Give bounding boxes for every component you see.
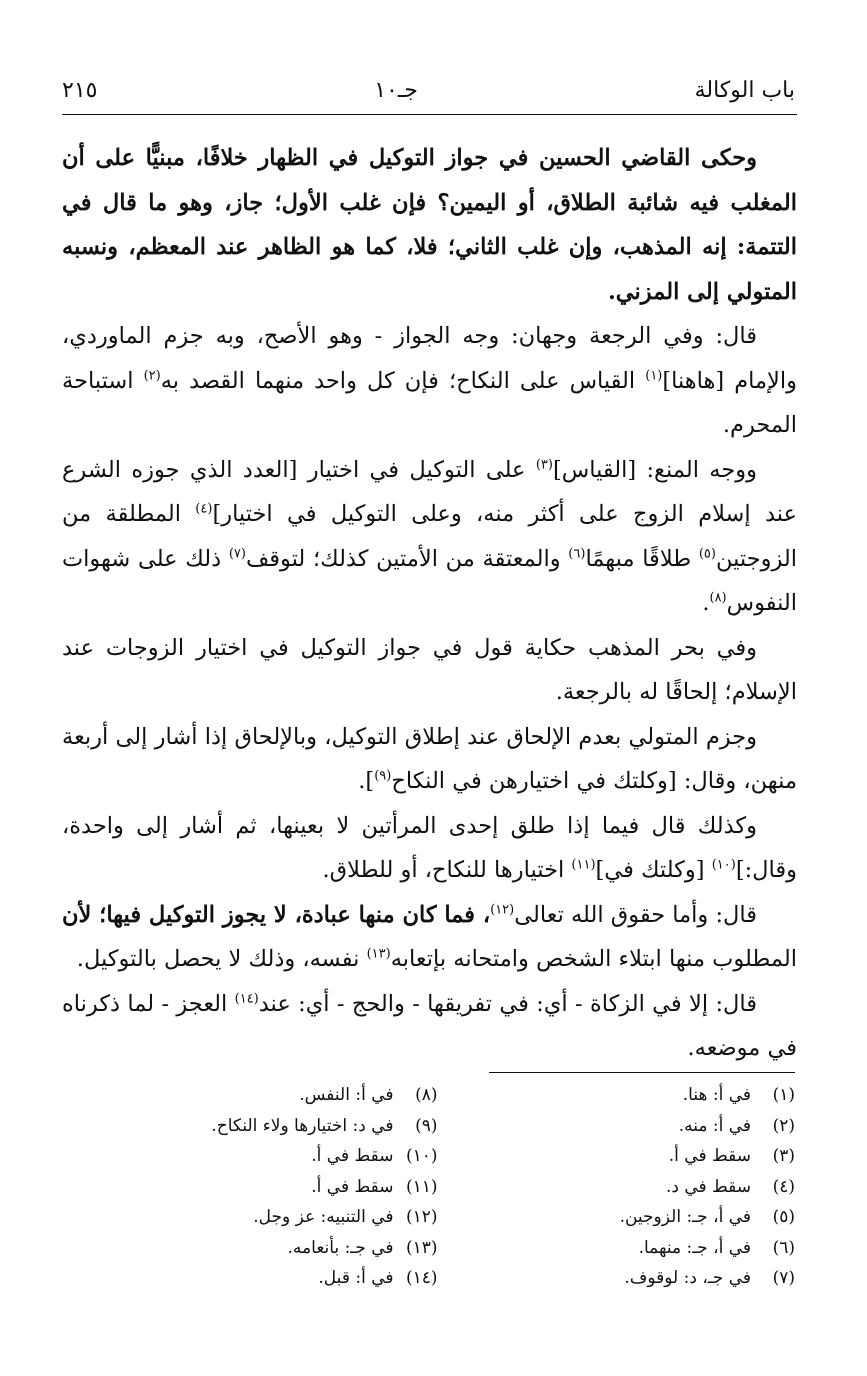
footnote-number: (١) xyxy=(772,1085,795,1105)
paragraph xyxy=(62,982,797,1071)
footnote-item xyxy=(438,1202,796,1233)
footnote-text: سقط في د. xyxy=(665,1176,751,1197)
paragraph xyxy=(62,448,797,626)
text-run: المطلقة من الزوجتين xyxy=(62,501,797,572)
footnote-item xyxy=(438,1172,796,1203)
text-run: قال: وفي الرجعة وجهان: وجه الجواز - وهو الأصح، وبه جزم الماوردي، والإمام [هاهنا] xyxy=(62,323,798,394)
footnote-marker: (٤) xyxy=(195,501,213,517)
footnote-item xyxy=(438,1263,796,1294)
text-run: ]. xyxy=(358,768,375,794)
footnote-number: (٤) xyxy=(772,1176,795,1197)
text-run: والمعتقة من الأمتين كذلك؛ لتوقف xyxy=(245,545,569,572)
footnote-item xyxy=(438,1111,796,1142)
footnote-text: في أ: قبل. xyxy=(318,1268,394,1288)
footnote-text: في أ، جـ: منهما. xyxy=(638,1237,751,1258)
text-run: . xyxy=(702,590,710,616)
text-run: قال: إلا في الزكاة - أي: في تفريقها - والحج - أي: عند xyxy=(258,990,757,1017)
text-run: وحكى القاضي الحسين في جواز التوكيل في الظهار خلافًا، مبنيًّا على أن المغلب فيه شائبة الطلاق، أو اليمين؟ فإن غلب الأول؛ جاز، وهو ما قال في التتمة: إنه المذهب، وإن غلب الثاني؛ فلا، كما هو الظاهر عند المعظم، ونسبه المتولي إلى المزني. xyxy=(62,145,797,305)
footnote-item xyxy=(80,1263,438,1294)
footnote-item xyxy=(80,1080,438,1111)
header-divider xyxy=(62,114,797,115)
text-run: استباحة المحرم. xyxy=(62,367,797,438)
footnote-number: (١٠) xyxy=(405,1146,438,1166)
footnotes-column-right xyxy=(438,1080,796,1294)
paragraph xyxy=(62,893,797,982)
footnote-text: سقط في أ. xyxy=(311,1176,394,1197)
footnote-item xyxy=(80,1233,438,1264)
footnote-marker: (٨) xyxy=(709,590,727,606)
footnote-marker: (٢) xyxy=(143,368,161,383)
footnote-number: (٦) xyxy=(772,1237,795,1258)
footnote-item xyxy=(438,1141,796,1172)
footnote-marker: (١) xyxy=(645,368,663,383)
footnote-number: (٨) xyxy=(415,1085,438,1105)
main-text xyxy=(62,136,797,1071)
footnote-text: سقط في أ. xyxy=(311,1146,394,1166)
footnote-item xyxy=(80,1141,438,1172)
footnote-item xyxy=(80,1202,438,1233)
paragraph xyxy=(62,626,797,715)
footnote-text: في أ: منه. xyxy=(678,1115,751,1136)
footnote-marker: (٦) xyxy=(568,546,586,561)
text-run: وجزم المتولي بعدم الإلحاق عند إطلاق التوكيل، وبالإلحاق إذا أشار إلى أربعة منهن، وقال: [وكلتك في اختيارهن في النكاح xyxy=(62,723,797,794)
paragraph xyxy=(62,715,797,804)
text-run: القياس على النكاح؛ فإن كل واحد منهما القصد به xyxy=(160,367,646,394)
footnote-text: في أ، جـ: الزوجين. xyxy=(619,1207,751,1227)
text-run: قال: وأما حقوق الله تعالى xyxy=(514,901,757,928)
footnote-marker: (١٠) xyxy=(711,857,736,873)
footnote-number: (٢) xyxy=(772,1115,795,1136)
volume-number: جـ١٠ xyxy=(374,77,418,103)
footnote-text: في جـ، د: لوقوف. xyxy=(624,1268,751,1288)
footnote-number: (١٤) xyxy=(405,1268,438,1288)
footnote-marker: (١٤) xyxy=(234,991,259,1006)
page-header xyxy=(62,70,795,110)
text-run: ووجه المنع: [القياس] xyxy=(552,456,758,483)
text-run: وكذلك قال فيما إذا طلق إحدى المرأتين لا بعينها، ثم أشار إلى واحدة، وقال:] xyxy=(62,812,797,883)
footnote-marker: (٥) xyxy=(698,546,716,561)
text-run: وفي بحر المذهب حكاية قول في جواز التوكيل في اختيار الزوجات عند الإسلام؛ إلحاقًا له بالرجعة. xyxy=(62,634,797,705)
text-run: ذلك على شهوات النفوس xyxy=(62,545,797,616)
footnote-item xyxy=(438,1233,796,1264)
paragraph xyxy=(62,136,797,314)
footnote-number: (٩) xyxy=(415,1115,438,1136)
footnote-marker: (٣) xyxy=(535,457,553,472)
paragraph xyxy=(62,314,797,448)
footnote-number: (١٢) xyxy=(405,1207,438,1227)
footnote-text: في جـ: بأنعامه. xyxy=(287,1237,394,1258)
footnote-text: سقط في أ. xyxy=(668,1146,751,1166)
chapter-title: باب الوكالة xyxy=(694,77,795,103)
footnote-text: في د: اختيارها ولاء النكاح. xyxy=(211,1115,394,1136)
footnote-number: (٥) xyxy=(772,1207,795,1227)
footnote-marker: (١١) xyxy=(571,857,596,873)
text-run: المطلوب منها ابتلاء الشخص وامتحانه بإتعابه xyxy=(390,946,797,972)
footnote-marker: (١٣) xyxy=(366,946,391,962)
footnote-number: (١١) xyxy=(405,1176,438,1197)
text-run: نفسه، وذلك لا يحصل بالتوكيل. xyxy=(76,946,367,972)
text-run: طلاقًا مبهمًا xyxy=(585,545,699,572)
footnote-number: (٧) xyxy=(772,1268,795,1288)
footnote-number: (٣) xyxy=(772,1146,795,1166)
paragraph xyxy=(62,804,797,893)
footnote-number: (١٣) xyxy=(405,1237,438,1258)
footnotes xyxy=(80,1080,795,1294)
footnote-marker: (١٢) xyxy=(490,902,515,917)
footnotes-column-left xyxy=(80,1080,438,1294)
page-number: ٢١٥ xyxy=(62,77,98,103)
footnote-marker: (٧) xyxy=(228,546,246,561)
footnote-text: في أ: النفس. xyxy=(299,1085,394,1105)
footnote-item xyxy=(438,1080,796,1111)
footnote-text: في أ: هنا. xyxy=(682,1085,751,1105)
text-run: ، فما كان منها عبادة، لا يجوز التوكيل فيها؛ لأن xyxy=(61,901,491,928)
text-run: اختيارها للنكاح، أو للطلاق. xyxy=(322,857,572,883)
footnote-divider xyxy=(489,1072,795,1073)
footnote-text: في التنبيه: عز وجل. xyxy=(253,1207,394,1227)
text-run: [وكلتك في] xyxy=(595,857,712,883)
text-run: العجز - لما ذكرناه في موضعه. xyxy=(62,990,797,1061)
footnote-item xyxy=(80,1111,438,1142)
footnote-marker: (٩) xyxy=(374,768,392,784)
text-run: على التوكيل في اختيار [العدد الذي جوزه الشرع عند إسلام الزوج على أكثر منه، وعلى التوكيل في اختيار] xyxy=(62,456,797,527)
footnote-item xyxy=(80,1172,438,1203)
